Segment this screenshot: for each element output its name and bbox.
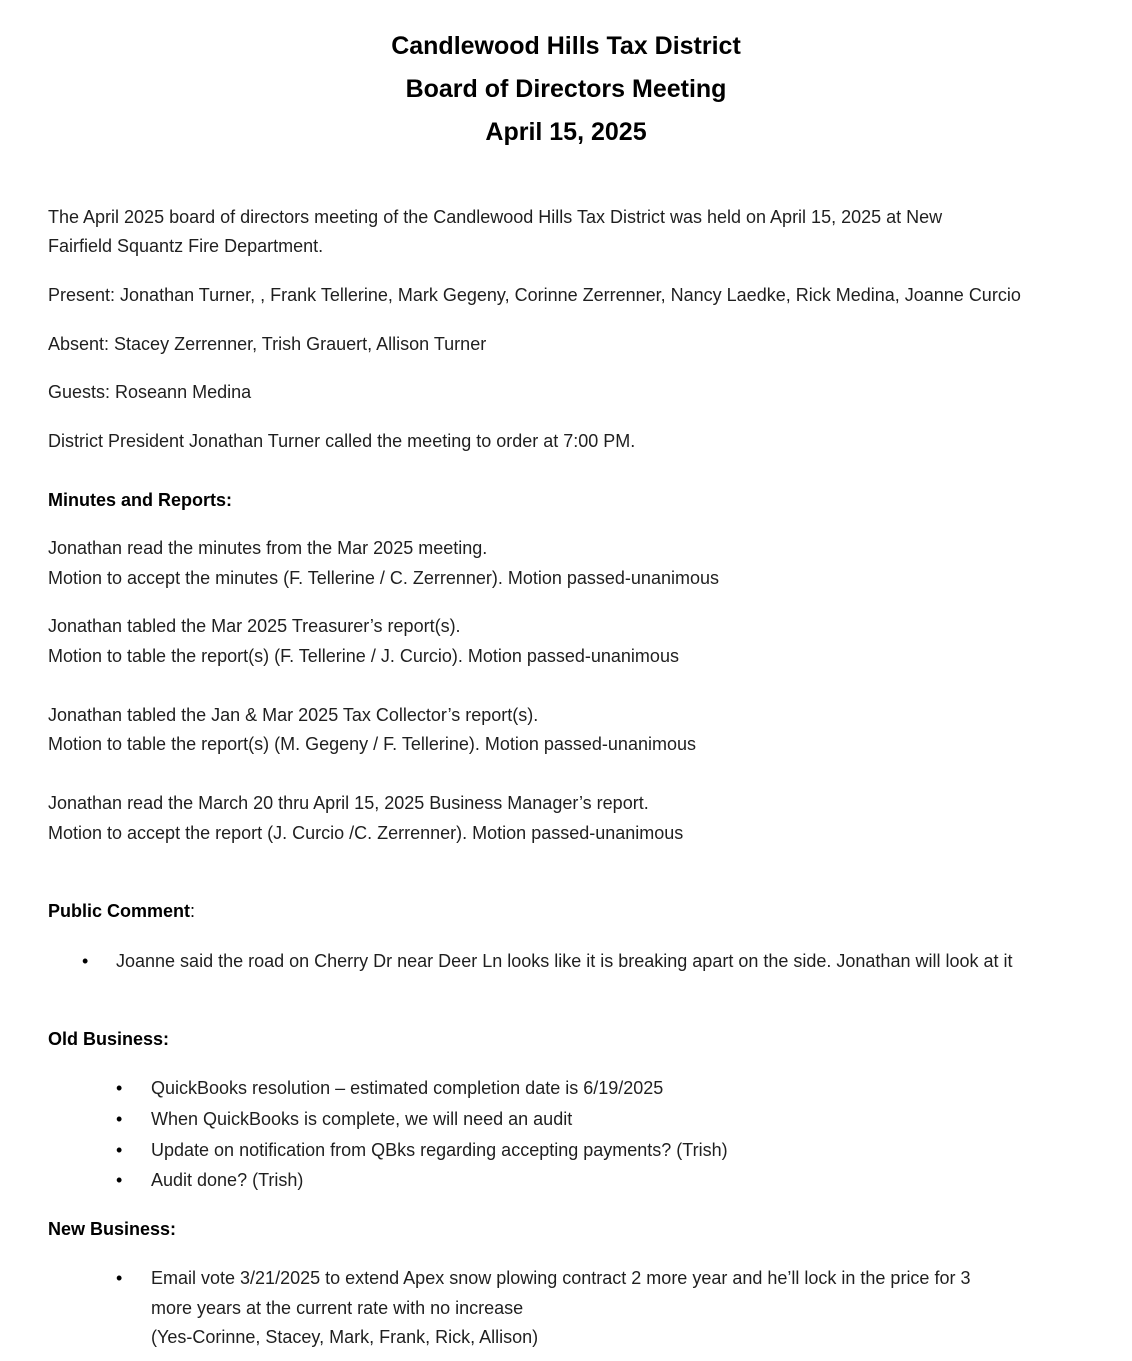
new-business-item-line-3: (Yes-Corinne, Stacey, Mark, Frank, Rick, Allison) [151, 1327, 539, 1347]
bullet-icon: • [82, 951, 89, 971]
old-business-item: Update on notification from QBks regarding accepting payments? (Trish) [151, 1140, 728, 1160]
business-manager-item-line-2: Motion to accept the report (J. Curcio /C. Zerrenner). Motion passed-unanimous [48, 823, 684, 843]
minutes-item-line-2: Motion to accept the minutes (F. Tellerine / C. Zerrenner). Motion passed-unanimous [48, 568, 719, 588]
treasurer-item-line-1: Jonathan tabled the Mar 2025 Treasurer’s report(s). [48, 616, 461, 636]
bullet-icon: • [116, 1140, 123, 1160]
new-business-item-line-2: more years at the current rate with no increase [151, 1298, 524, 1318]
new-business-item-line-1: Email vote 3/21/2025 to extend Apex snow plowing contract 2 more year and he’ll lock in the price for 3 [151, 1268, 971, 1288]
old-business-item: When QuickBooks is complete, we will need an audit [151, 1109, 573, 1129]
bullet-icon: • [116, 1170, 123, 1190]
document-subtitle: Board of Directors Meeting [405, 75, 727, 103]
call-to-order: District President Jonathan Turner called the meeting to order at 7:00 PM. [48, 431, 636, 451]
minutes-item-line-1: Jonathan read the minutes from the Mar 2025 meeting. [48, 538, 488, 558]
old-business-heading: Old Business: [48, 1029, 170, 1049]
intro-line-1: The April 2025 board of directors meeting of the Candlewood Hills Tax District was held on April 15, 2025 at New [48, 207, 943, 227]
public-comment-heading-colon: : [190, 901, 196, 921]
treasurer-item-line-2: Motion to table the report(s) (F. Tellerine / J. Curcio). Motion passed-unanimous [48, 646, 679, 666]
public-comment-item: Joanne said the road on Cherry Dr near Deer Ln looks like it is breaking apart on the side. Jonathan will look at it [116, 951, 1013, 971]
absent-list: Absent: Stacey Zerrenner, Trish Grauert, Allison Turner [48, 334, 487, 354]
public-comment-heading-label: Public Comment [48, 901, 191, 921]
old-business-item: Audit done? (Trish) [151, 1170, 304, 1190]
bullet-icon: • [116, 1268, 123, 1288]
tax-collector-item-line-2: Motion to table the report(s) (M. Gegeny / F. Tellerine). Motion passed-unanimous [48, 734, 696, 754]
document-title: Candlewood Hills Tax District [391, 32, 741, 60]
meeting-date: April 15, 2025 [485, 118, 647, 146]
tax-collector-item-line-1: Jonathan tabled the Jan & Mar 2025 Tax Collector’s report(s). [48, 705, 539, 725]
bullet-icon: • [116, 1078, 123, 1098]
public-comment-heading [48, 896, 195, 926]
bullet-icon: • [116, 1109, 123, 1129]
minutes-reports-heading: Minutes and Reports: [48, 490, 233, 510]
old-business-item: QuickBooks resolution – estimated completion date is 6/19/2025 [151, 1078, 664, 1098]
present-list: Present: Jonathan Turner, , Frank Tellerine, Mark Gegeny, Corinne Zerrenner, Nancy Laedke, Rick Medina, Joanne Curcio [48, 285, 1021, 305]
intro-line-2: Fairfield Squantz Fire Department. [48, 236, 324, 256]
guests-list: Guests: Roseann Medina [48, 382, 252, 402]
business-manager-item-line-1: Jonathan read the March 20 thru April 15, 2025 Business Manager’s report. [48, 793, 649, 813]
new-business-heading: New Business: [48, 1219, 177, 1239]
